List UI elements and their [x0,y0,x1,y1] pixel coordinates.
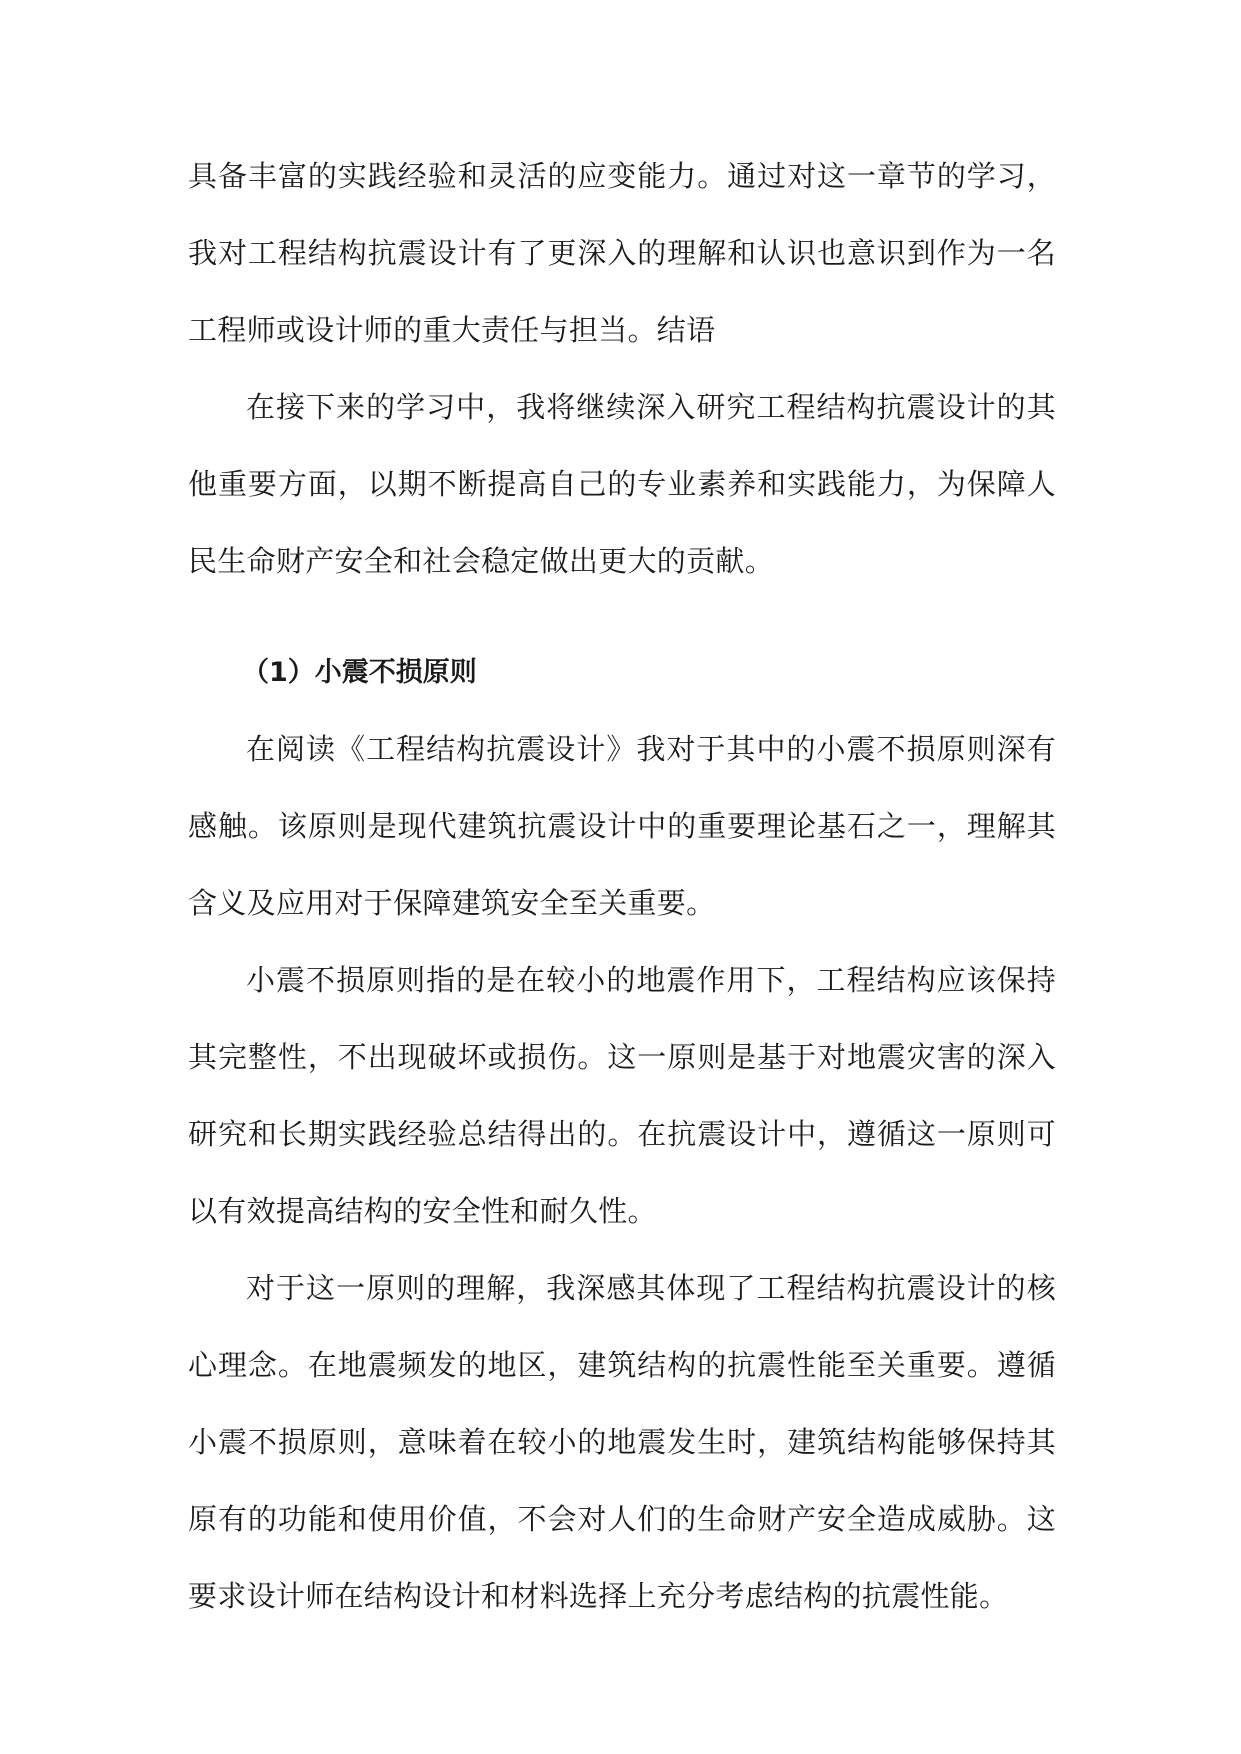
paragraph-definition: 小震不损原则指的是在较小的地震作用下，工程结构应该保持其完整性，不出现破坏或损伤。这一原则是基于对地震灾害的深入研究和长期实践经验总结得出的。在抗震设计中，遵循这一原则可以有效提高结构的安全性和耐久性。 [188,963,1056,1228]
paragraph-intro: 在阅读《工程结构抗震设计》我对于其中的小震不损原则深有感触。该原则是现代建筑抗震设计中的重要理论基石之一，理解其含义及应用对于保障建筑安全至关重要。 [188,732,1056,920]
paragraph-understanding: 对于这一原则的理解，我深感其体现了工程结构抗震设计的核心理念。在地震频发的地区，建筑结构的抗震性能至关重要。遵循小震不损原则，意味着在较小的地震发生时，建筑结构能够保持其原有的功能和使用价值，不会对人们的生命财产安全造成威胁。这要求设计师在结构设计和材料选择上充分考虑结构的抗震性能。 [188,1271,1056,1613]
section-heading: （1）小震不损原则 [242,657,477,688]
paragraph-continued: 具备丰富的实践经验和灵活的应变能力。通过对这一章节的学习，我对工程结构抗震设计有了更深入的理解和认识也意识到作为一名工程师或设计师的重大责任与担当。结语 [188,159,1056,347]
document-page [188,138,1056,1635]
paragraph-conclusion: 在接下来的学习中，我将继续深入研究工程结构抗震设计的其他重要方面，以期不断提高自己的专业素养和实践能力，为保障人民生命财产安全和社会稳定做出更大的贡献。 [188,390,1056,578]
